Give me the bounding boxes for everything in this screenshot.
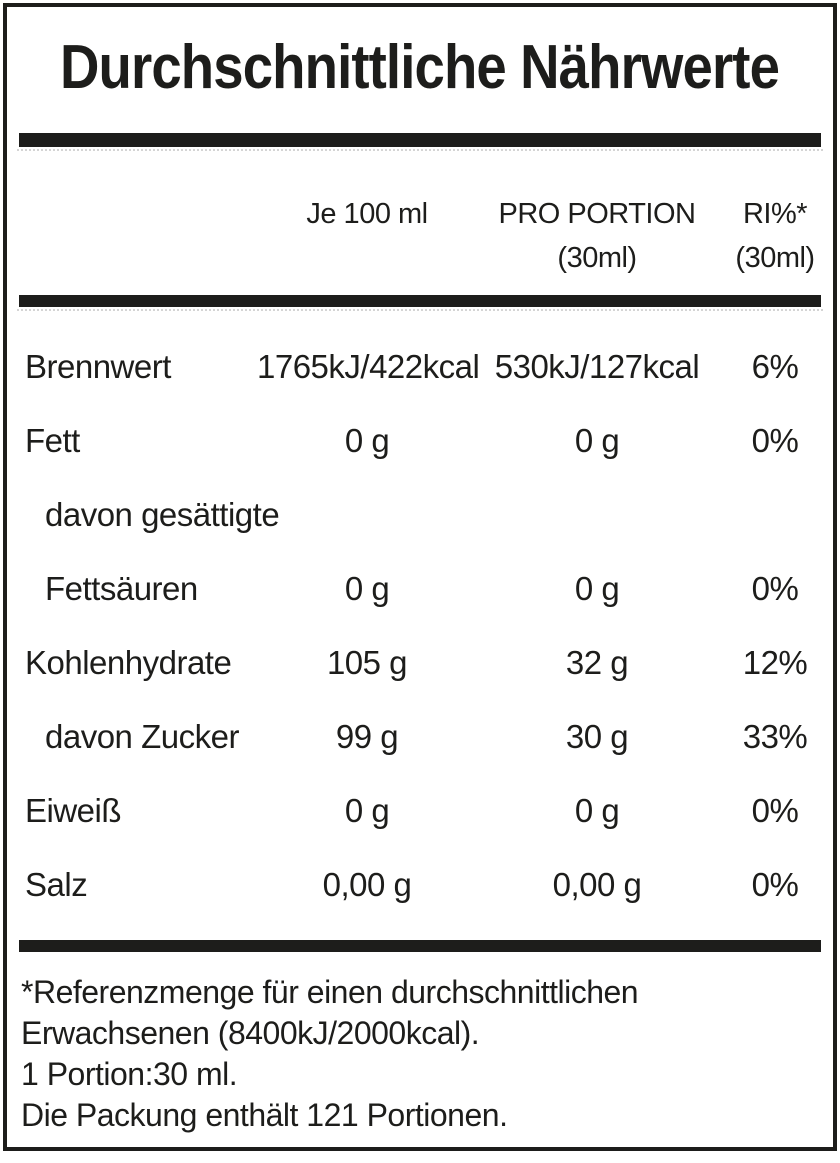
value-per-100ml: 0 g xyxy=(344,792,390,829)
nutrient-name: Fett xyxy=(25,422,80,459)
value-per-100ml: 105 g xyxy=(326,644,408,681)
value-per-100ml: 0 g xyxy=(344,422,390,459)
label-title: Durchschnittliche Nährwerte xyxy=(60,32,780,102)
header-ri-percent-line2: (30ml) xyxy=(735,242,815,274)
value-ri-percent: 0% xyxy=(751,570,799,607)
column-header-row xyxy=(7,152,833,295)
footnote-reference-line2: Erwachsenen (8400kJ/2000kcal). xyxy=(21,1015,480,1051)
value-per-portion: 0 g xyxy=(574,422,620,459)
nutrient-table xyxy=(7,312,833,940)
value-per-portion: 0 g xyxy=(574,570,620,607)
nutrient-row-brennwert xyxy=(7,330,833,404)
nutrient-name: Salz xyxy=(25,866,88,903)
footnote-portion-size: 1 Portion:30 ml. xyxy=(21,1056,238,1092)
value-per-100ml: 0 g xyxy=(344,570,390,607)
nutrient-row-eiweiss xyxy=(7,774,833,848)
value-ri-percent: 33% xyxy=(742,718,808,755)
title-block xyxy=(7,7,833,133)
nutrient-name: Brennwert xyxy=(25,348,171,385)
value-per-portion: 0 g xyxy=(574,792,620,829)
nutrient-row-salz xyxy=(7,848,833,922)
header-per-100ml xyxy=(257,196,477,295)
header-ri-percent-line1: RI%* xyxy=(742,198,808,230)
value-ri-percent: 0% xyxy=(751,422,799,459)
header-per-portion-line1: PRO PORTION xyxy=(498,198,696,230)
nutrient-name: Fettsäuren xyxy=(45,570,198,607)
value-ri-percent: 6% xyxy=(751,348,799,385)
value-per-portion: 32 g xyxy=(565,644,629,681)
nutrient-row-fett xyxy=(7,404,833,478)
nutrient-name: Kohlenhydrate xyxy=(25,644,232,681)
value-per-100ml: 1765kJ/422kcal xyxy=(257,348,480,385)
value-ri-percent: 0% xyxy=(751,866,799,903)
header-spacer xyxy=(7,196,257,295)
value-per-portion: 0,00 g xyxy=(552,866,642,903)
nutrient-row-fettsaeuren xyxy=(7,552,833,626)
value-ri-percent: 0% xyxy=(751,792,799,829)
divider-bar-footer xyxy=(19,940,821,952)
nutrient-name: davon gesättigte xyxy=(45,496,280,533)
nutrition-facts-label xyxy=(3,3,837,1151)
footnote-block xyxy=(7,952,833,1136)
nutrient-name: davon Zucker xyxy=(45,718,239,755)
divider-bar-top xyxy=(19,133,821,147)
footnote-reference-line1: *Referenzmenge für einen durchschnittlichen xyxy=(21,974,639,1010)
divider-bar-header xyxy=(19,295,821,307)
nutrient-row-davon-gesaettigte xyxy=(7,478,833,552)
header-ri-percent xyxy=(717,196,833,295)
value-per-100ml: 99 g xyxy=(335,718,399,755)
nutrient-row-kohlenhydrate xyxy=(7,626,833,700)
nutrient-name: Eiweiß xyxy=(25,792,122,829)
value-per-portion: 530kJ/127kcal xyxy=(494,348,700,385)
header-per-100ml-label: Je 100 ml xyxy=(306,198,428,230)
value-ri-percent: 12% xyxy=(742,644,808,681)
value-per-100ml: 0,00 g xyxy=(322,866,412,903)
footnote-portions-per-pack: Die Packung enthält 121 Portionen. xyxy=(21,1097,508,1133)
value-per-portion: 30 g xyxy=(565,718,629,755)
nutrient-row-davon-zucker xyxy=(7,700,833,774)
header-per-portion-line2: (30ml) xyxy=(557,242,637,274)
header-per-portion xyxy=(477,196,717,295)
